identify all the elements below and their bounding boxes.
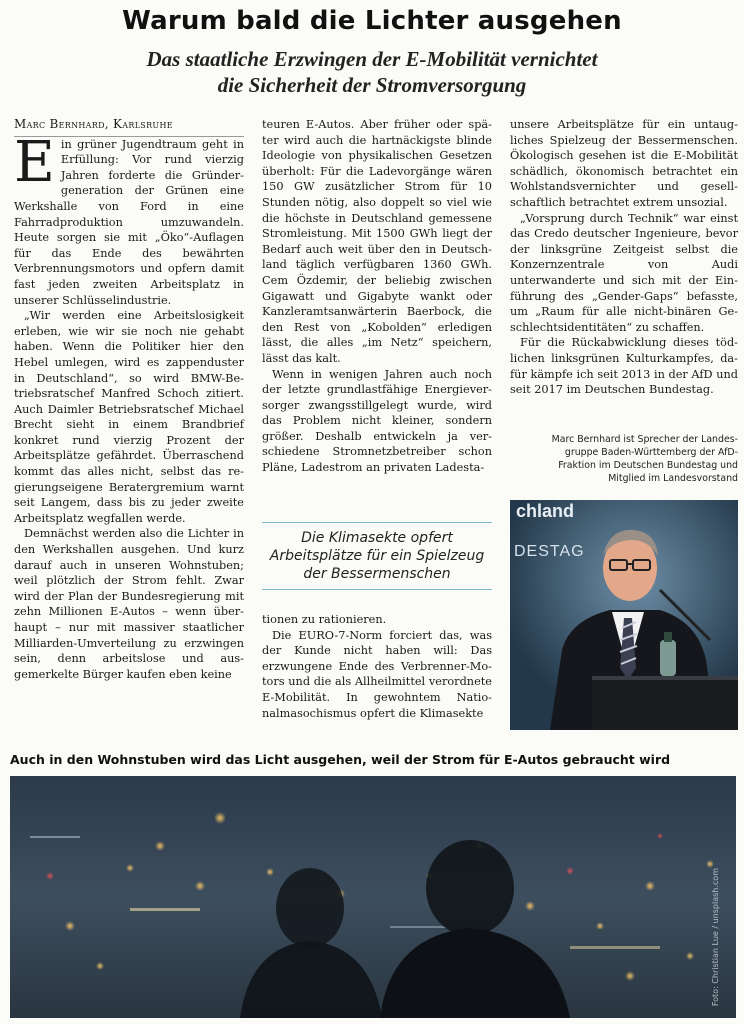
drop-cap: E xyxy=(14,129,55,195)
city-night-illustration xyxy=(10,776,736,1018)
bio-line: gruppe Baden-Württemberg der AfD- xyxy=(564,447,738,458)
paragraph-text: in grüner Jugendtraum geht in Erfüllung: Vor rund vierzig Jahren forderte die Gründergeneration der Grünen eine Werkshalle von Ford in eine Fahrradproduktion umzuwandeln. Heute sorgen sie mit „Öko“-Auflagen für das Ende des bewährten Verbrennungsmotors und opfern damit fast jeden zweiten Arbeitsplatz in unserer Schlüsselindustrie. xyxy=(14,137,244,307)
lectern xyxy=(592,676,738,730)
banner-text: DESTAG xyxy=(514,543,585,560)
subheadline xyxy=(40,46,704,98)
column-3 xyxy=(510,117,738,398)
banner-text: chland xyxy=(516,501,575,521)
speaker-photo xyxy=(510,500,738,730)
pull-quote: Die Klimasekte opfert Arbeitsplätze für ein Spielzeug der Bessermenschen xyxy=(262,522,492,590)
author-bio xyxy=(510,433,738,485)
column-2 xyxy=(262,117,492,476)
column-1 xyxy=(14,117,244,682)
bio-line: Marc Bernhard ist Sprecher der Landes- xyxy=(551,434,738,445)
column-2-continued xyxy=(262,612,492,721)
speaker-photo-illustration xyxy=(510,500,738,730)
photo-credit: Foto: Christian Lue / unsplash.com xyxy=(711,867,720,1006)
paragraph xyxy=(14,129,244,309)
paragraph: Wenn in wenigen Jahren auch noch der letzte grundlastfähige Energieversorger zwangsstillgelegt wurde, wird das Problem nicht kleiner, sondern größer. Deshalb entwickeln ja verschiedene Stromnetzbetreiber schon Pläne, Ladestrom an privaten Ladesta- xyxy=(262,367,492,475)
paragraph: Die EURO-7-Norm forciert das, was der Kunde nicht haben will: Das erzwungene Ende des Verbrenner-Motors und die als Allheilmittel verordnete E-Mobilität. In gewohntem Nationalmasochismus opfert die Klimasekte xyxy=(262,628,492,720)
photo-caption: Auch in den Wohnstuben wird das Licht ausgehen, weil der Strom für E-Autos gebraucht wird xyxy=(10,752,671,767)
subheadline-line-1: Das staatliche Erzwingen der E-Mobilität vernichtet xyxy=(146,47,598,71)
headline: Warum bald die Lichter ausgehen xyxy=(122,6,622,36)
author-byline: Marc Bernhard, Karlsruhe xyxy=(14,117,244,137)
paragraph: teuren E-Autos. Aber früher oder später wird auch die hartnäckigste blinde Ideologie von physikalischen Gesetzen überholt: Für die Ladevorgänge wären 150 GW zusätzlicher Strom für 10 Stunden nötig, also doppelt so viel wie die höchste in Deutschland gemessene Stromleistung. Mit 1500 GWh liegt der Bedarf auch weit über den in Deutschland täglich verfügbaren 1360 GWh. Cem Özdemir, der beliebig zwischen Gigawatt und Gigabyte wankt oder Kanzleramtsanwärterin Baerbock, die den Rest von „Kobolden“ erledigen lässt, die alles „im Netz“ speichern, lässt das kalt. xyxy=(262,118,492,365)
paragraph: unsere Arbeitsplätze für ein untaugliches Spielzeug der Bessermenschen. Ökologisch gesehen ist die E-Mobilität schädlich, ökonomisch betrachtet ein Wohlstandsvernichter und gesellschaftlich betrachtet extrem unsozial. xyxy=(510,118,738,209)
paragraph: „Vorsprung durch Technik“ war einst das Credo deutscher Ingenieure, bevor der linksgrüne Zeitgeist selbst die Konzernzentrale von Audi unterwanderte und sich mit der Einführung des „Gender-Gaps“ befasste, um „Raum für alle nicht-binären Geschlechtsidentitäten“ zu schaffen. xyxy=(510,211,738,334)
paragraph: Demnächst werden also die Lichter in den Werkshallen ausgehen. Und kurz darauf auch in unseren Wohnstuben; weil plötzlich der Strom fehlt. Zwar wird der Plan der Bundesregierung mit zehn Millionen E-Autos – wenn überhaupt – nur mit massiver staatlicher Milliarden-Umverteilung zu erzwingen sein, denn arbeitslose und ausgemerkelte Bürger kaufen eben keine xyxy=(14,527,244,681)
bio-line: Mitglied im Landesvorstand xyxy=(608,473,738,484)
water-bottle xyxy=(660,640,676,676)
bio-line: Fraktion im Deutschen Bundestag und xyxy=(558,460,738,471)
subheadline-line-2: die Sicherheit der Stromversorgung xyxy=(217,73,527,97)
paragraph: „Wir werden eine Arbeitslosigkeit erleben, wie wir sie noch nie gehabt haben. Wenn die Politiker hier den Hebel umlegen, wird es zappenduster in Deutschland“, so wird BMW-Betriebsratschef Manfred Schoch zitiert. Auch Daimler Betriebsratschef Michael Brecht sieht in einem Brandbrief konkret rund vierzig Prozent der Arbeitsplätze gefährdet. Überraschend kommt das alles nicht, selbst das regierungseigene Beratergremium warnt seit Langem, dass bis zu jeder zweite Arbeitsplatz wegfallen werde. xyxy=(14,309,244,525)
paragraph: Für die Rückabwicklung dieses tödlichen linksgrünen Kulturkampfes, dafür kämpfe ich seit 2013 in der AfD und seit 2017 im Deutschen Bundestag. xyxy=(510,336,738,397)
paragraph: tionen zu rationieren. xyxy=(262,613,387,626)
city-night-photo xyxy=(10,776,736,1018)
